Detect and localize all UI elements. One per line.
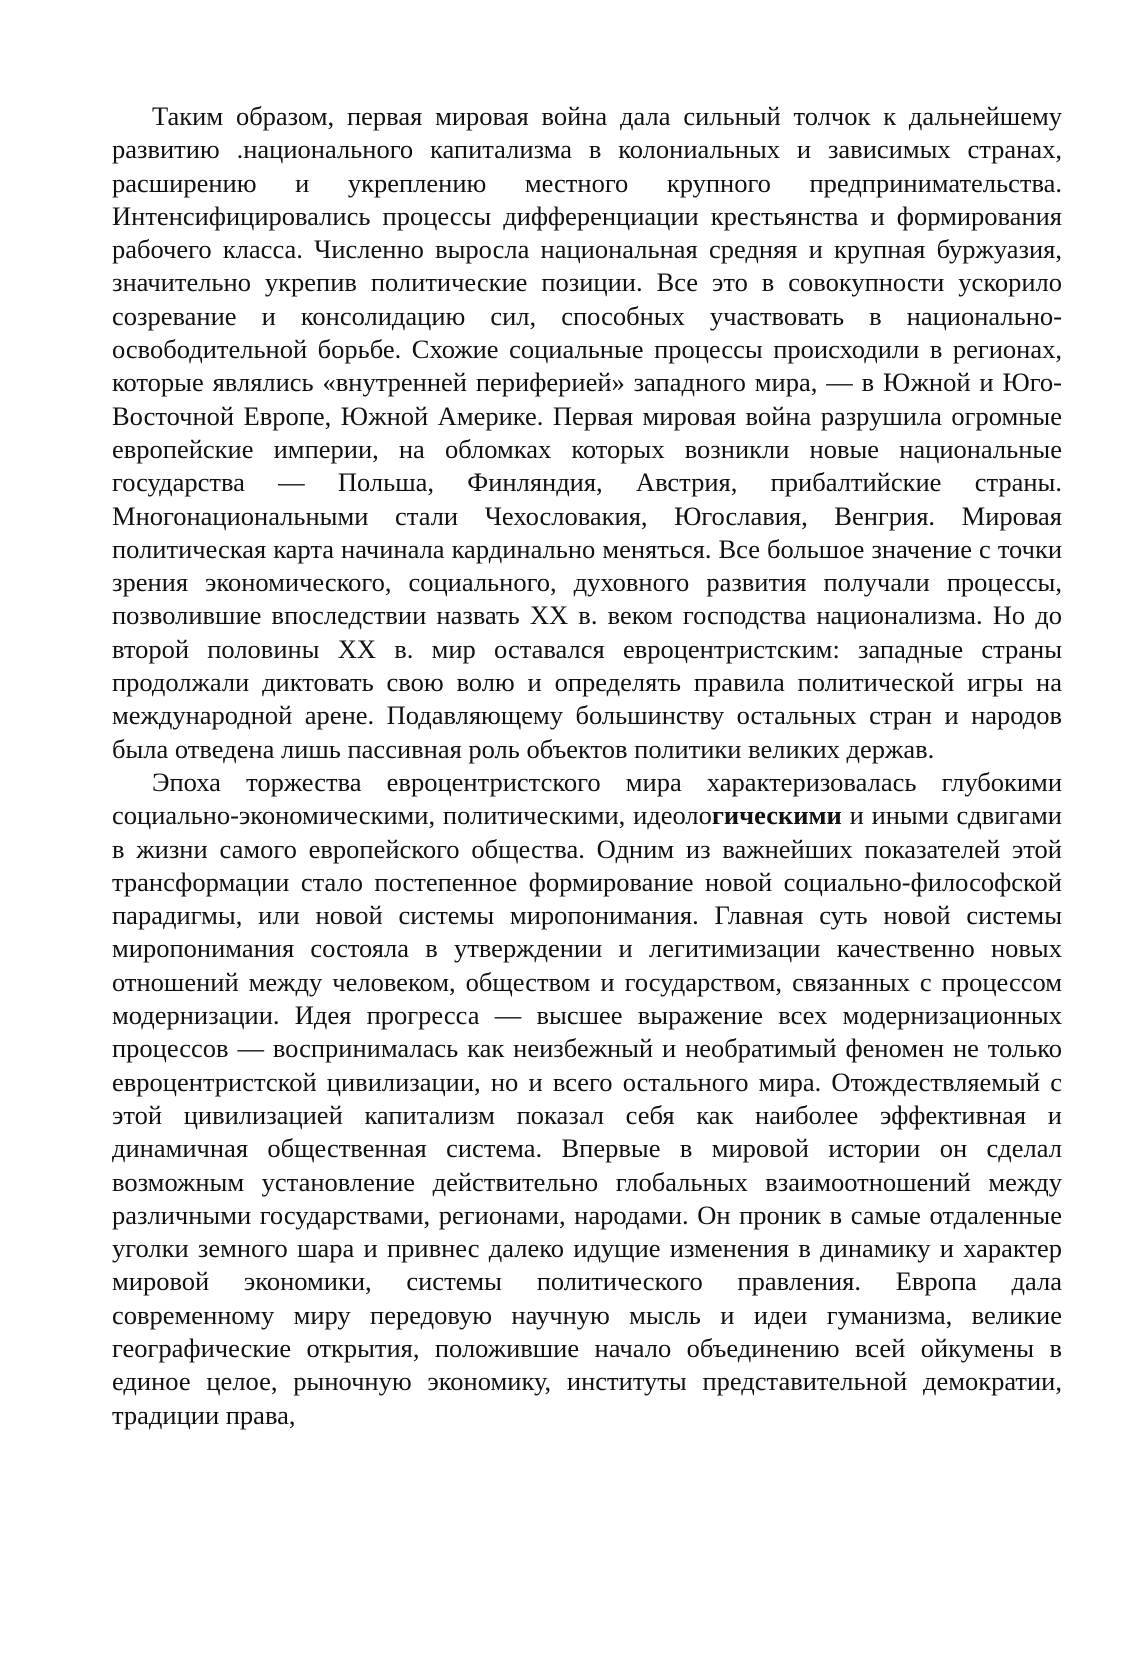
paragraph-2-text-end: и иными сдвигами в жизни самого европейского общества. Одним из важнейших показателей этой трансформации стало постепенное формирование новой социально-философской парадигмы, или новой системы миропонимания. Главная суть новой системы миропонимания состояла в утверждении и легитимизации качественно новых отношений между человеком, обществом и государством, связанных с процессом модернизации. Идея прогресса — высшее выражение всех модернизационных процессов — воспринималась как неизбежный и необратимый феномен не только евроцентристской цивилизации, но и всего остального мира. Отождествляемый с этой цивилизацией капитализм показал себя как наиболее эффективная и динамичная общественная система. Впервые в мировой истории он сделал возможным установление действительно глобальных взаимоотношений между различными государствами, регионами, народами. Он проник в самые отдаленные уголки земного шара и привнес далеко идущие изменения в динамику и характер мировой экономики, системы политического правления. Европа дала современному миру передовую научную мысль и идеи гуманизма, великие географические открытия, положившие начало объединению всей ойкумены в единое целое, рыночную экономику, институты представительной демократии, традиции права, [112,800,1062,1430]
paragraph-2-text-start: Эпоха торжества евроцентристского мира характеризовалась глубокими социально-экономическими, политическими, идеоло [112,766,1062,831]
paragraph-1-text: Таким образом, первая мировая война дала сильный толчок к дальнейшему развитию .национального капитализма в колониальных и зависимых странах, расширению и укреплению местного крупного предпринимательства. Интенсифицировались процессы дифференциации крестьянства и формирования рабочего класса. Численно выросла национальная средняя и крупная буржуазия, значительно укрепив политические позиции. Все это в совокупности ускорило созревание и консолидацию сил, способных участвовать в национально-освободительной борьбе. Схожие социальные процессы происходили в регионах, которые являлись «внутренней периферией» западного мира, — в Южной и Юго-Восточной Европе, Южной Америке. Первая мировая война разрушила огромные европейские империи, на обломках которых возникли новые национальные государства — Польша, Финляндия, Австрия, прибалтийские страны. Многонациональными стали Чехословакия, Югославия, Венгрия. Мировая политическая карта начинала кардинально меняться. Все большое значение с точки зрения экономического, социального, духовного развития получали процессы, позволившие впоследствии назвать XX в. веком господства национализма. Но до второй половины XX в. мир оставался евроцентристским: западные страны продолжали диктовать свою волю и определять правила политической игры на международной арене. Подавляющему большинству остальных стран и народов была отведена лишь пассивная роль объектов политики великих держав. [112,101,1062,764]
paragraph-2 [112,766,1062,1432]
paragraph-2-bold-fragment: гическими [711,800,842,831]
paragraph-1 [112,100,1062,766]
document-page [112,100,1062,1432]
